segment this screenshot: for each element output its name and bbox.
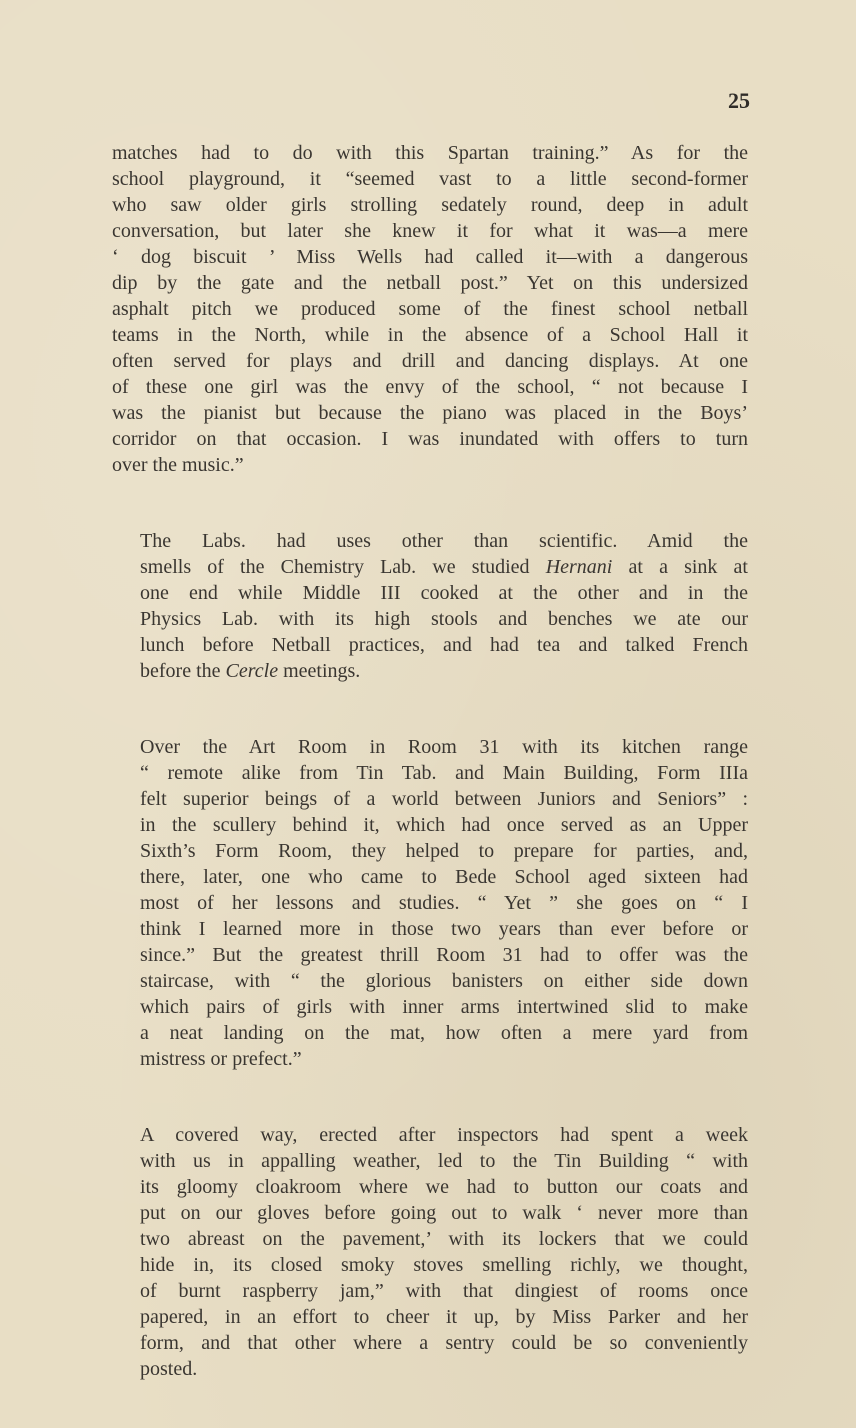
page-number: 25 — [728, 88, 750, 113]
text-line: one end while Middle III cooked at the other and in the — [140, 582, 748, 604]
text-line: a neat landing on the mat, how often a mere yard from — [140, 1022, 748, 1044]
text-line: The Labs. had uses other than scientific. Amid the — [140, 530, 748, 552]
text-line: mistress or prefect.” — [140, 1048, 302, 1070]
text-line: corridor on that occasion. I was inundated with offers to turn — [112, 428, 748, 450]
text-line: most of her lessons and studies. “ Yet ” she goes on “ I — [140, 892, 748, 914]
text-line: of these one girl was the envy of the school, “ not because I — [112, 376, 748, 398]
text-line: staircase, with “ the glorious banisters on either side down — [140, 970, 748, 992]
text-line: papered, in an effort to cheer it up, by Miss Parker and her — [140, 1306, 748, 1328]
text-line: which pairs of girls with inner arms intertwined slid to make — [140, 996, 748, 1018]
text-line: posted. — [140, 1358, 198, 1380]
text-line: who saw older girls strolling sedately round, deep in adult — [112, 194, 748, 216]
text-line: “ remote alike from Tin Tab. and Main Building, Form IIIa — [140, 762, 748, 784]
italic-title-cercle: Cercle — [225, 660, 279, 682]
body-text — [112, 140, 748, 1382]
text-line: over the music.” — [112, 454, 244, 476]
text-line: of burnt raspberry jam,” with that dingiest of rooms once — [140, 1280, 748, 1302]
text-line: since.” But the greatest thrill Room 31 had to offer was the — [140, 944, 748, 966]
paragraph-playground — [112, 140, 748, 478]
text-fragment: meetings. — [278, 660, 361, 682]
text-line: in the scullery behind it, which had once served as an Upper — [140, 814, 748, 836]
text-line — [112, 658, 748, 684]
text-line: with us in appalling weather, led to the Tin Building “ with — [140, 1150, 748, 1172]
text-fragment: at a sink at — [612, 556, 748, 578]
text-line: asphalt pitch we produced some of the finest school netball — [112, 298, 748, 320]
text-line: conversation, but later she knew it for what it was—a mere — [112, 220, 748, 242]
text-line: matches had to do with this Spartan training.” As for the — [112, 142, 748, 164]
text-line: A covered way, erected after inspectors had spent a week — [140, 1124, 748, 1146]
paragraph-labs — [112, 528, 748, 684]
text-line: two abreast on the pavement,’ with its lockers that we could — [140, 1228, 748, 1250]
text-fragment: smells of the Chemistry Lab. we studied — [140, 556, 546, 578]
text-line: school playground, it “seemed vast to a little second-former — [112, 168, 748, 190]
text-line: its gloomy cloakroom where we had to button our coats and — [140, 1176, 748, 1198]
text-line: felt superior beings of a world between Juniors and Seniors” : — [140, 788, 748, 810]
paragraph-covered-way — [112, 1122, 748, 1382]
text-fragment: before the — [140, 660, 226, 682]
text-line: put on our gloves before going out to walk ‘ never more than — [140, 1202, 748, 1224]
text-line: there, later, one who came to Bede School aged sixteen had — [140, 866, 748, 888]
text-line: Over the Art Room in Room 31 with its kitchen range — [140, 736, 748, 758]
italic-title-hernani: Hernani — [545, 556, 613, 578]
text-line: Sixth’s Form Room, they helped to prepare for parties, and, — [140, 840, 748, 862]
text-line: dip by the gate and the netball post.” Yet on this undersized — [112, 272, 748, 294]
text-line: was the pianist but because the piano was placed in the Boys’ — [112, 402, 748, 424]
text-line: lunch before Netball practices, and had tea and talked French — [140, 634, 748, 656]
paragraph-room-31 — [112, 734, 748, 1072]
text-line: Physics Lab. with its high stools and benches we ate our — [140, 608, 748, 630]
text-line: think I learned more in those two years than ever before or — [140, 918, 748, 940]
text-line: form, and that other where a sentry could be so conveniently — [140, 1332, 748, 1354]
text-line: hide in, its closed smoky stoves smelling richly, we thought, — [140, 1254, 748, 1276]
text-line: ‘ dog biscuit ’ Miss Wells had called it—with a dangerous — [112, 246, 748, 268]
text-line — [112, 554, 748, 580]
text-line: teams in the North, while in the absence of a School Hall it — [112, 324, 748, 346]
text-line: often served for plays and drill and dancing displays. At one — [112, 350, 748, 372]
